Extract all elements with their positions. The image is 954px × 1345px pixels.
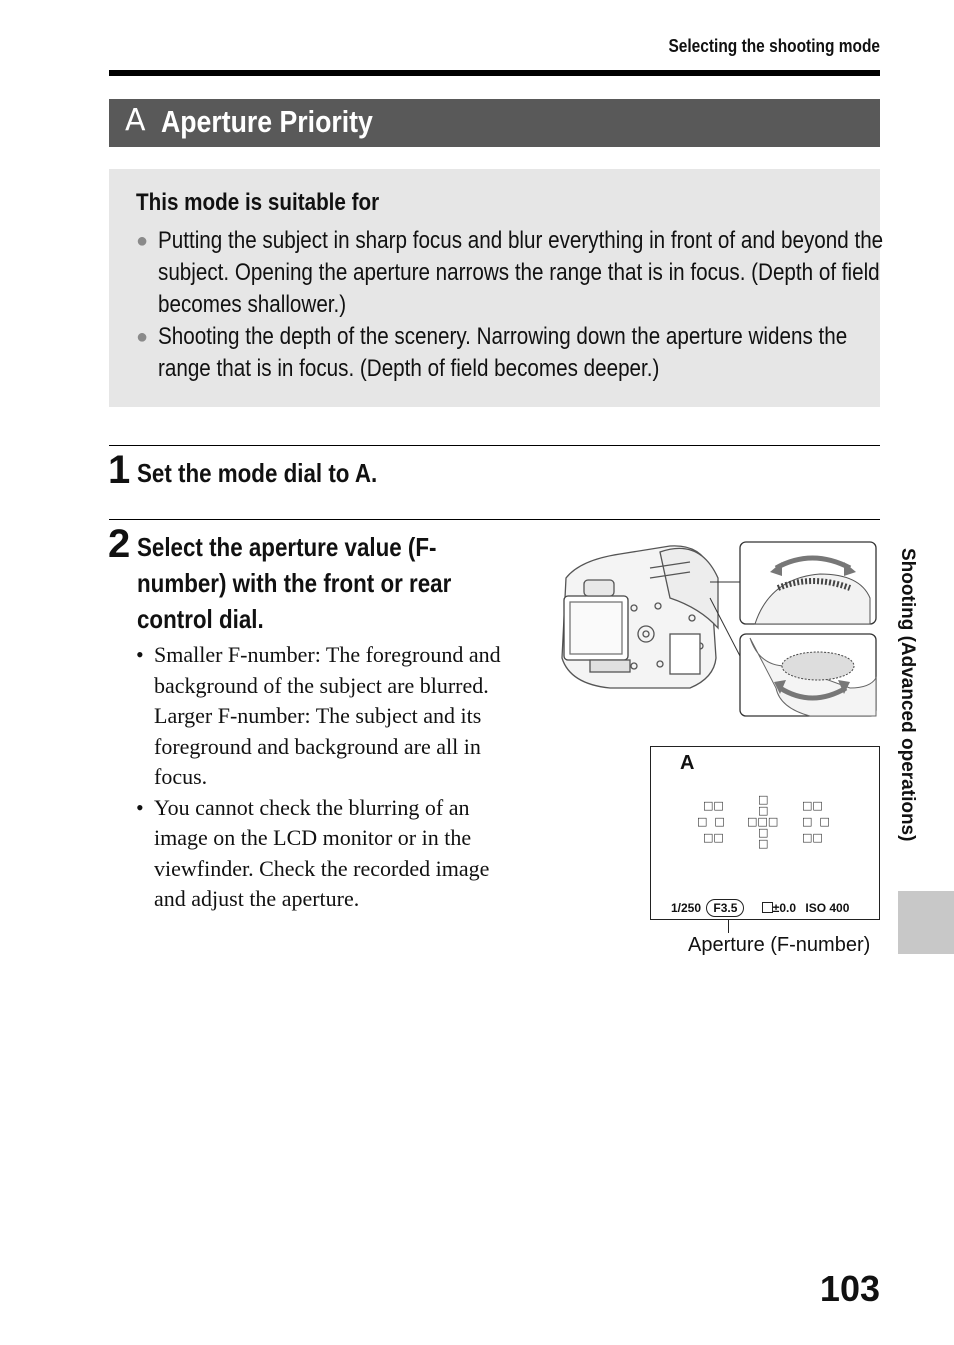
step-2-number: 2 [108, 522, 131, 566]
viewfinder-status [671, 899, 849, 917]
text-line: Select the aperture value (F- [137, 532, 437, 562]
aperture-callout-label: Aperture (F-number) [688, 934, 871, 956]
text-line: background of the subject are blurred. [154, 672, 489, 698]
text-line: viewfinder. Check the recorded image [154, 855, 490, 881]
list-item [136, 793, 536, 915]
viewfinder-display [650, 746, 880, 920]
aperture-value: F3.5 [706, 899, 744, 917]
bullet-icon: • [136, 794, 144, 820]
viewfinder-mode: A [680, 752, 695, 774]
text-line: Larger F-number: The subject and its [154, 703, 482, 728]
iso-value: ISO 400 [805, 901, 850, 915]
bullet-icon: ● [136, 230, 149, 252]
camera-dial-illustration [550, 538, 880, 720]
step-1-number: 1 [108, 448, 131, 492]
exposure-comp-icon [762, 902, 773, 913]
section-title-bar [109, 99, 880, 147]
af-point-icon: □□□ [747, 815, 779, 828]
af-point-icon: □□ [703, 831, 724, 844]
section-title: Aperture Priority [161, 104, 373, 139]
step-1-text: Set the mode dial to A. [137, 458, 378, 488]
shutter-speed: 1/250 [671, 901, 702, 915]
text-line: Smaller F-number: The foreground and [154, 642, 501, 667]
mode-glyph: A [125, 103, 146, 138]
step-2-text [137, 529, 502, 637]
text-line: focus. [154, 764, 208, 789]
af-point-icon: □ [758, 826, 769, 839]
suitable-item [136, 225, 896, 321]
text-line: image on the LCD monitor or in the [154, 825, 472, 850]
exposure-value: ±0.0 [772, 901, 797, 915]
af-point-icon: □□ [703, 799, 724, 812]
af-point-icon: □ □ [697, 815, 725, 828]
af-point-icon: □ [758, 837, 769, 850]
step-2-bullets [136, 640, 536, 915]
text-line: range that is in focus. (Depth of field becomes deeper.) [158, 355, 660, 382]
text-line: subject. Opening the aperture narrows the range that is in focus. (Depth of field [158, 259, 880, 286]
side-tab-label: Shooting (Advanced operations) [897, 548, 918, 842]
suitable-heading: This mode is suitable for [136, 189, 380, 216]
af-point-icon: □□ [802, 831, 823, 844]
bullet-icon: ● [136, 326, 149, 348]
camera-body-icon [562, 546, 718, 688]
step-divider [109, 519, 880, 520]
af-point-icon: □ [758, 793, 769, 806]
af-point-icon: □ □ [802, 815, 830, 828]
af-point-icon: □ [758, 804, 769, 817]
side-tab-block [898, 891, 954, 954]
rear-dial-inset [740, 634, 876, 716]
text-line: control dial. [137, 604, 264, 634]
list-item [136, 640, 536, 793]
bullet-icon: • [136, 642, 144, 667]
header-rule [109, 70, 880, 76]
side-tab [896, 548, 926, 878]
text-line: becomes shallower.) [158, 291, 347, 318]
text-line: number) with the front or rear [137, 568, 452, 598]
page-number: 103 [819, 1268, 880, 1309]
callout-line [728, 919, 729, 933]
text-line: Shooting the depth of the scenery. Narrowing down the aperture widens the [158, 323, 848, 350]
suitable-for-box [109, 169, 884, 407]
suitable-list [136, 225, 896, 385]
text-line: and adjust the aperture. [154, 886, 360, 911]
running-header: Selecting the shooting mode [668, 36, 880, 56]
suitable-item [136, 321, 896, 385]
text-line: You cannot check the blurring of an [154, 794, 470, 820]
front-dial-inset [740, 542, 876, 624]
text-line: foreground and background are all in [154, 733, 481, 759]
af-point-icon: □□ [802, 799, 823, 812]
text-line: Putting the subject in sharp focus and blur everything in front of and beyond the [158, 227, 884, 254]
step-divider [109, 445, 880, 446]
